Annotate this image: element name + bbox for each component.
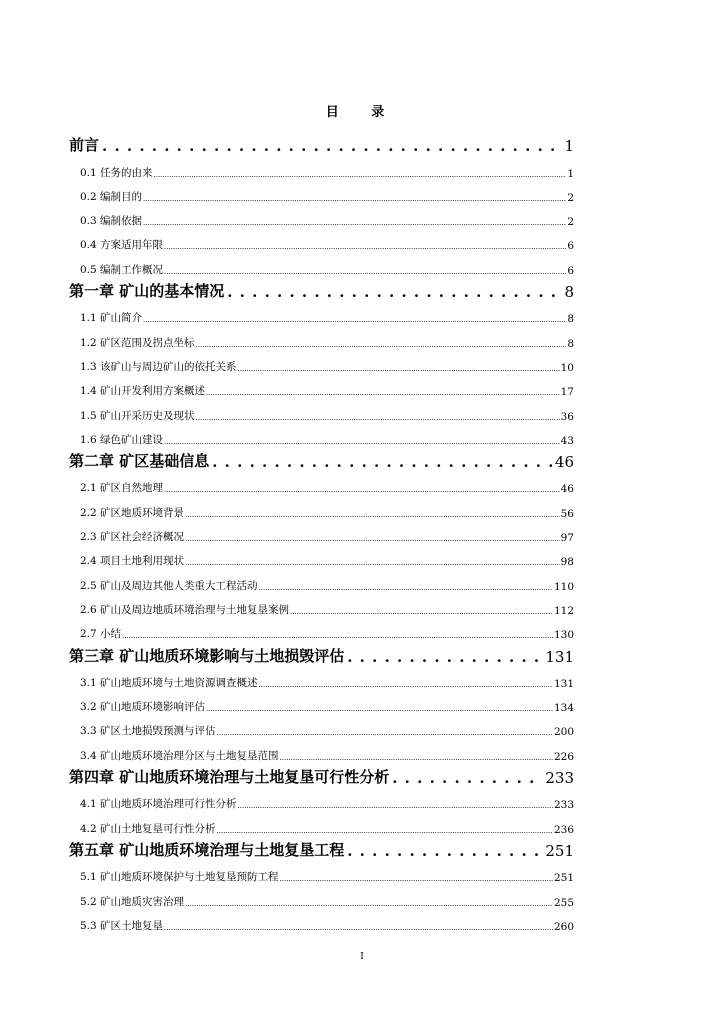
toc-section-entry[interactable] bbox=[69, 254, 574, 278]
toc-dot-leader bbox=[185, 508, 560, 522]
toc-entry-page-number: 56 bbox=[560, 507, 574, 520]
toc-section-entry[interactable] bbox=[69, 813, 574, 837]
toc-entry-page-number: 130 bbox=[553, 629, 574, 642]
toc-entry-label: 3.2 矿山地质环境影响评估 bbox=[80, 701, 206, 714]
toc-section-entry[interactable] bbox=[69, 425, 574, 449]
toc-entry-label: 第三章 矿山地质环境影响与土地损毁评估 bbox=[69, 646, 345, 665]
toc-chapter-entry[interactable] bbox=[69, 449, 574, 473]
toc-section-entry[interactable] bbox=[69, 327, 574, 351]
toc-chapter-entry[interactable] bbox=[69, 279, 574, 303]
toc-section-entry[interactable] bbox=[69, 716, 574, 740]
toc-entry-label: 3.1 矿山地质环境与土地资源调查概述 bbox=[80, 676, 258, 689]
toc-entry-label: 1.5 矿山开采历史及现状 bbox=[80, 409, 195, 422]
toc-entry-page-number: 6 bbox=[567, 264, 574, 277]
toc-entry-page-number: 200 bbox=[553, 726, 574, 739]
toc-entry-page-number: 233 bbox=[545, 769, 574, 788]
toc-entry-page-number: 8 bbox=[564, 283, 574, 302]
toc-chapter-entry[interactable] bbox=[69, 765, 574, 789]
toc-dot-leader bbox=[347, 842, 542, 862]
toc-dot-leader bbox=[206, 702, 553, 716]
toc-entry-label: 0.1 任务的由来 bbox=[80, 166, 153, 179]
toc-dot-leader bbox=[196, 338, 567, 352]
toc-entry-page-number: 131 bbox=[553, 677, 574, 690]
toc-entry-page-number: 1 bbox=[564, 137, 574, 156]
toc-entry-label: 2.1 矿区自然地理 bbox=[80, 482, 164, 495]
toc-dot-leader bbox=[227, 283, 561, 303]
toc-dot-leader bbox=[164, 483, 560, 497]
page-number-footer: I bbox=[360, 952, 364, 962]
toc-dot-leader bbox=[122, 629, 553, 643]
toc-section-entry[interactable] bbox=[69, 497, 574, 521]
toc-entry-page-number: 8 bbox=[567, 313, 574, 326]
toc-entry-page-number: 131 bbox=[545, 647, 574, 666]
toc-entry-page-number: 110 bbox=[553, 580, 574, 593]
toc-entry-label: 第四章 矿山地质环境治理与土地复垦可行性分析 bbox=[69, 768, 390, 787]
toc-dot-leader bbox=[143, 192, 566, 206]
toc-entry-label: 3.4 矿山地质环境治理分区与土地复垦范围 bbox=[80, 749, 279, 762]
toc-entry-label: 2.6 矿山及周边地质环境治理与土地复垦案例 bbox=[80, 603, 290, 616]
toc-dot-leader bbox=[164, 921, 553, 935]
toc-entry-page-number: 1 bbox=[567, 167, 574, 180]
toc-dot-leader bbox=[185, 897, 553, 911]
toc-entry-label: 4.1 矿山地质环境治理可行性分析 bbox=[80, 798, 237, 811]
toc-entry-page-number: 43 bbox=[560, 434, 574, 447]
toc-dot-leader bbox=[143, 216, 566, 230]
toc-dot-leader bbox=[217, 726, 553, 740]
toc-section-entry[interactable] bbox=[69, 206, 574, 230]
toc-entry-label: 1.2 矿区范围及拐点坐标 bbox=[80, 336, 195, 349]
toc-dot-leader bbox=[164, 265, 566, 279]
toc-section-entry[interactable] bbox=[69, 619, 574, 643]
toc-entry-page-number: 46 bbox=[560, 483, 574, 496]
toc-dot-leader bbox=[212, 453, 552, 473]
toc-dot-leader bbox=[196, 411, 560, 425]
toc-dot-leader bbox=[217, 824, 553, 838]
toc-entry-label: 5.1 矿山地质环境保护与土地复垦预防工程 bbox=[80, 871, 279, 884]
toc-chapter-entry[interactable] bbox=[69, 643, 574, 667]
toc-dot-leader bbox=[290, 605, 553, 619]
toc-dot-leader bbox=[238, 362, 560, 376]
toc-entry-page-number: 255 bbox=[553, 896, 574, 909]
toc-entry-label: 1.3 该矿山与周边矿山的依托关系 bbox=[80, 360, 237, 373]
toc-entry-label: 5.2 矿山地质灾害治理 bbox=[80, 895, 185, 908]
toc-entry-label: 2.5 矿山及周边其他人类重大工程活动 bbox=[80, 579, 258, 592]
toc-entry-page-number: 236 bbox=[553, 823, 574, 836]
toc-dot-leader bbox=[392, 769, 542, 789]
toc-section-entry[interactable] bbox=[69, 303, 574, 327]
toc-section-entry[interactable] bbox=[69, 230, 574, 254]
toc-entry-page-number: 2 bbox=[567, 216, 574, 229]
toc-entry-label: 3.3 矿区土地损毁预测与评估 bbox=[80, 725, 216, 738]
toc-dot-leader bbox=[185, 556, 560, 570]
toc-entry-label: 0.3 编制依据 bbox=[80, 215, 143, 228]
toc-dot-leader bbox=[185, 532, 560, 546]
toc-entry-label: 2.7 小结 bbox=[80, 628, 122, 641]
toc-dot-leader bbox=[154, 168, 567, 182]
toc-section-entry[interactable] bbox=[69, 911, 574, 935]
toc-entry-page-number: 17 bbox=[560, 386, 574, 399]
toc-entry-page-number: 134 bbox=[553, 702, 574, 715]
toc-section-entry[interactable] bbox=[69, 740, 574, 764]
toc-entry-page-number: 112 bbox=[553, 604, 574, 617]
toc-entry-page-number: 226 bbox=[553, 750, 574, 763]
toc-entry-page-number: 233 bbox=[553, 799, 574, 812]
toc-entry-label: 2.3 矿区社会经济概况 bbox=[80, 531, 185, 544]
toc-entry-label: 1.1 矿山简介 bbox=[80, 312, 143, 325]
toc-entry-page-number: 251 bbox=[545, 841, 574, 860]
toc-section-entry[interactable] bbox=[69, 376, 574, 400]
toc-entry-page-number: 36 bbox=[560, 410, 574, 423]
toc-entry-label: 4.2 矿山土地复垦可行性分析 bbox=[80, 822, 216, 835]
toc-section-entry[interactable] bbox=[69, 473, 574, 497]
toc-entry-page-number: 97 bbox=[560, 532, 574, 545]
toc-section-entry[interactable] bbox=[69, 182, 574, 206]
toc-entry-page-number: 251 bbox=[553, 872, 574, 885]
toc-dot-leader bbox=[259, 581, 553, 595]
toc-entry-label: 1.4 矿山开发利用方案概述 bbox=[80, 385, 206, 398]
toc-entry-page-number: 2 bbox=[567, 191, 574, 204]
toc-dot-leader bbox=[259, 678, 553, 692]
toc-dot-leader bbox=[143, 313, 566, 327]
toc-entry-label: 第五章 矿山地质环境治理与土地复垦工程 bbox=[69, 840, 345, 859]
toc-chapter-entry[interactable] bbox=[69, 133, 574, 157]
toc-entry-label: 2.4 项目土地利用现状 bbox=[80, 555, 185, 568]
toc-title: 目 录 bbox=[325, 105, 399, 120]
toc-entry-label: 第一章 矿山的基本情况 bbox=[69, 282, 225, 301]
toc-dot-leader bbox=[164, 435, 560, 449]
toc-section-entry[interactable] bbox=[69, 546, 574, 570]
toc-entry-label: 第二章 矿区基础信息 bbox=[69, 452, 210, 471]
toc-dot-leader bbox=[238, 799, 553, 813]
toc-section-entry[interactable] bbox=[69, 522, 574, 546]
toc-entry-label: 1.6 绿色矿山建设 bbox=[80, 433, 164, 446]
toc-entry-page-number: 10 bbox=[560, 361, 574, 374]
toc-dot-leader bbox=[347, 648, 542, 668]
toc-dot-leader bbox=[164, 240, 566, 254]
toc-entry-page-number: 8 bbox=[567, 337, 574, 350]
toc-entry-label: 0.5 编制工作概况 bbox=[80, 263, 164, 276]
toc-section-entry[interactable] bbox=[69, 886, 574, 910]
toc-section-entry[interactable] bbox=[69, 400, 574, 424]
toc-dot-leader bbox=[280, 751, 553, 765]
toc-dot-leader bbox=[280, 872, 553, 886]
toc-entry-page-number: 46 bbox=[554, 453, 574, 472]
toc-section-entry[interactable] bbox=[69, 668, 574, 692]
toc-entry-page-number: 260 bbox=[553, 920, 574, 933]
toc-dot-leader bbox=[206, 386, 560, 400]
toc-section-entry[interactable] bbox=[69, 692, 574, 716]
toc-entry-label: 5.3 矿区土地复垦 bbox=[80, 919, 164, 932]
table-of-contents bbox=[69, 133, 574, 935]
toc-section-entry[interactable] bbox=[69, 157, 574, 181]
toc-dot-leader bbox=[102, 137, 561, 157]
toc-entry-label: 0.2 编制目的 bbox=[80, 190, 143, 203]
toc-entry-label: 前言 bbox=[69, 136, 100, 155]
toc-entry-page-number: 98 bbox=[560, 556, 574, 569]
toc-chapter-entry[interactable] bbox=[69, 838, 574, 862]
toc-entry-label: 0.4 方案适用年限 bbox=[80, 239, 164, 252]
toc-entry-label: 2.2 矿区地质环境背景 bbox=[80, 506, 185, 519]
toc-section-entry[interactable] bbox=[69, 570, 574, 594]
toc-section-entry[interactable] bbox=[69, 352, 574, 376]
toc-section-entry[interactable] bbox=[69, 789, 574, 813]
toc-section-entry[interactable] bbox=[69, 862, 574, 886]
toc-section-entry[interactable] bbox=[69, 595, 574, 619]
toc-entry-page-number: 6 bbox=[567, 240, 574, 253]
